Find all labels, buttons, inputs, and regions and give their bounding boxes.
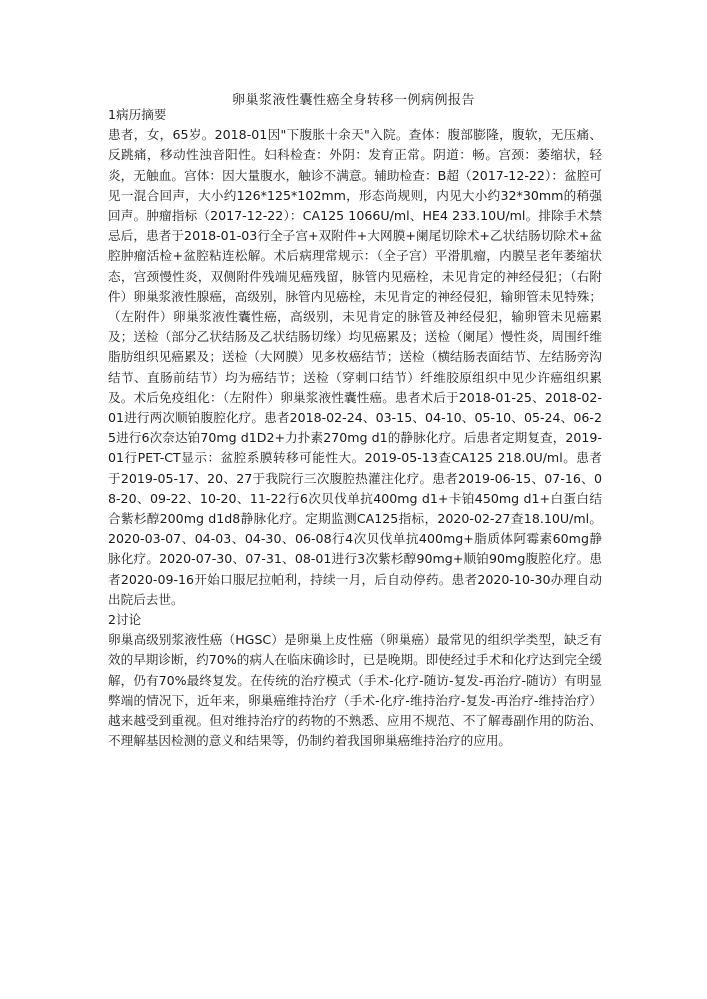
document-body — [108, 105, 602, 752]
section-heading: 2讨论 — [108, 612, 142, 628]
section-paragraph: 患者，女，65岁。2018-01因"下腹胀十余天"入院。查体：腹部膨隆，腹软，无压痛、反跳痛，移动性浊音阳性。妇科检查：外阴：发育正常。阴道：畅。宫颈：萎缩状，轻炎，无触血。宫体：因大量腹水，触诊不满意。辅助检查：B超（2017-12-22）：盆腔可见一混合回声，大小约126*125*102mm，形态尚规则，内见大小约32*30mm的稍强回声。肿瘤指标（2017-12-22）：CA125 1066U/ml、HE4 233.10U/ml。排除手术禁忌后，患者于2018-01-03行全子宫+双附件+大网膜+阑尾切除术+乙状结肠切除术+盆腔肿瘤活检+盆腔粘连松解。术后病理常规示：（全子宫）平滑肌瘤，内膜呈老年萎缩状态，宫颈慢性炎，双侧附件残端见癌残留，脉管内见癌栓，未见肯定的神经侵犯；（右附件）卵巢浆液性腺癌，高级别，脉管内见癌栓，未见肯定的神经侵犯，输卵管未见特殊；（左附件）卵巢浆液性囊性癌，高级别，未见肯定的脉管及神经侵犯，输卵管未见癌累及；送检（部分乙状结肠及乙状结肠切缘）均见癌累及；送检（阑尾）慢性炎，周围纤维脂肪组织见癌累及；送检（大网膜）见多枚癌结节；送检（横结肠表面结节、左结肠旁沟结节、直肠前结节）均为癌结节；送检（穿刺口结节）纤维胶原组织中见少许癌组织累及。术后免疫组化：（左附件）卵巢浆液性囊性癌。患者术后于2018-01-25、2018-02-01进行两次顺铂腹腔化疗。患者2018-02-24、03-15、04-10、05-10、05-24、06-25进行6次奈达铂70mg d1D2+力扑素270mg d1的静脉化疗。后患者定期复查，2019-01行PET-CT显示：盆腔系膜转移可能性大。2019-05-13查CA125 218.0U/ml。患者于2019-05-17、20、27于我院行三次腹腔热灌注化疗。患者2019-06-15、07-16、08-20、09-22、10-20、11-22行6次贝伐单抗400mg d1+卡铂450mg d1+白蛋白结合紫杉醇200mg d1d8静脉化疗。定期监测CA125指标，2020-02-27查18.10U/ml。2020-03-07、04-03、04-30、06-08行4次贝伐单抗400mg+脂质体阿霉素60mg静脉化疗。2020-07-30、07-31、08-01进行3次紫杉醇90mg+顺铂90mg腹腔化疗。患者2020-09-16开始口服尼拉帕利，持续一月，后自动停药。患者2020-10-30办理自动出院后去世。 — [108, 127, 602, 607]
section-discussion — [108, 610, 602, 751]
document-title: 卵巢浆液性囊性癌全身转移一例病例报告 — [231, 93, 475, 108]
section-paragraph: 卵巢高级别浆液性癌（HGSC）是卵巢上皮性癌（卵巢癌）最常见的组织学类型，缺乏有效的早期诊断，约70%的病人在临床确诊时，已是晚期。即使经过手术和化疗达到完全缓解，仍有70%最终复发。在传统的治疗模式（手术-化疗-随访-复发-再治疗-随访）有明显弊端的情况下，近年来，卵巢癌维持治疗（手术-化疗-维持治疗-复发-再治疗-维持治疗）越来越受到重视。但对维持治疗的药物的不熟悉、应用不规范、不了解毒副作用的防治、不理解基因检测的意义和结果等，仍制约着我国卵巢癌维持治疗的应用。 — [108, 632, 602, 749]
section-case-summary — [108, 105, 602, 610]
section-heading: 1病历摘要 — [108, 107, 167, 122]
